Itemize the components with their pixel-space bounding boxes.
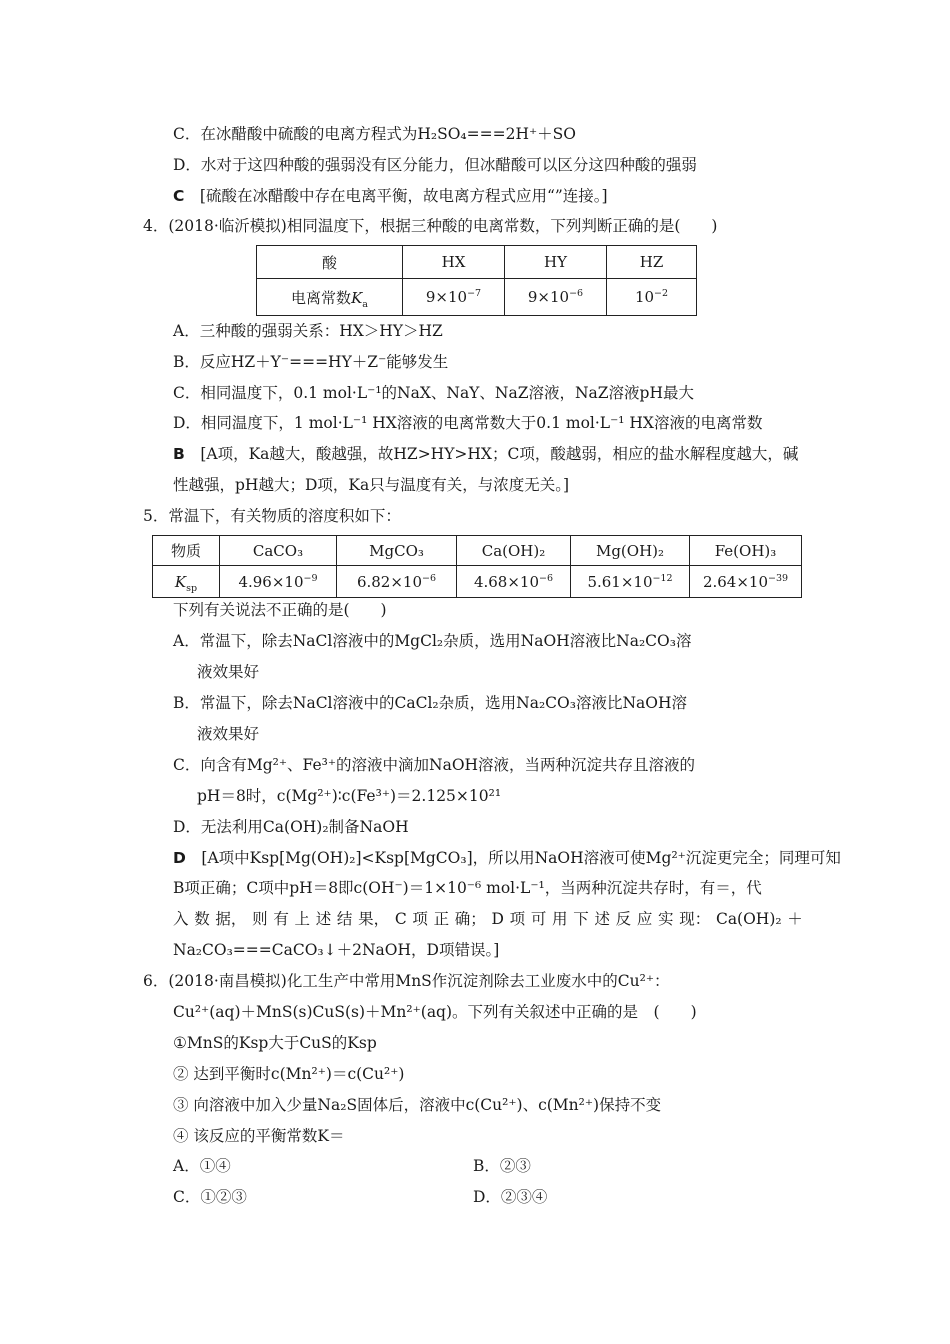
q3-option-c: C．在冰醋酸中硫酸的电离方程式为H₂SO₄===2H⁺＋SO [173, 125, 576, 143]
q5-question: 下列有关说法不正确的是( ) [173, 601, 387, 619]
q5-answer-line3-token: 确； [454, 910, 486, 928]
q5-option-a-line1: A．常温下，除去NaCl溶液中的MgCl₂杂质，选用NaOH溶液比Na₂CO₃溶 [173, 632, 692, 650]
q4-option-c: C．相同温度下，0.1 mol·L⁻¹的NaX、NaY、NaZ溶液，NaZ溶液pH最大 [173, 384, 694, 402]
q4-table [256, 245, 697, 316]
q5-answer-line3-token: 用 [552, 910, 568, 928]
q5-answer-line3-token: 结 [336, 910, 353, 928]
q5-answer-line3-token: 上 [294, 910, 311, 928]
q5-answer-line3-token: 反 [615, 910, 632, 928]
q5-answer-line3-token: 项 [509, 910, 526, 928]
q4-stem: 4．(2018·临沂模拟)相同温度下，根据三种酸的电离常数，下列判断正确的是( ) [143, 217, 718, 235]
q5-answer-line3-token: 下 [573, 910, 589, 928]
q5-option-b-line1: B．常温下，除去NaCl溶液中的CaCl₂杂质，选用Na₂CO₃溶液比NaOH溶 [173, 694, 687, 712]
q5-answer-line3-token: C [394, 910, 407, 928]
q4-table-cell-hy: $9\times 10^{-6}$ [505, 279, 607, 316]
q5-table-row-label: $K_{sp}$ [153, 566, 220, 598]
q5-stem: 5．常温下，有关物质的溶度积如下： [143, 507, 401, 525]
q5-answer-line3-token: 正 [433, 910, 450, 928]
q4-answer-letter: B [173, 445, 185, 463]
q6-option-d: D．②③④ [473, 1188, 548, 1206]
q5-answer-line3-token: ＋ [787, 910, 803, 928]
q5-table-cell-mgoh2: $5.61\times 10^{-12}$ [571, 566, 690, 598]
q5-answer-line3-token: 果， [358, 910, 390, 928]
q5-answer-line3-token: 现： [679, 910, 711, 928]
q4-table-header-hz: HZ [607, 246, 697, 279]
q5-table-header-caco3: CaCO₃ [220, 536, 337, 566]
q4-table-cell-hx: $9\times 10^{-7}$ [403, 279, 505, 316]
q3-option-d: D．水对于这四种酸的强弱没有区分能力，但冰醋酸可以区分这四种酸的强弱 [173, 156, 697, 174]
q6-option-c: C．①②③ [173, 1188, 247, 1206]
q5-answer-line3-token: 应 [636, 910, 653, 928]
q5-option-b-line2: 液效果好 [197, 725, 260, 743]
q5-answer-letter: D [173, 849, 186, 867]
q4-table-header-hy: HY [505, 246, 607, 279]
q5-answer-line3 [173, 908, 803, 930]
q5-table-header-caoh2: Ca(OH)₂ [457, 536, 571, 566]
q4-option-b: B．反应HZ＋Y⁻===HY＋Z⁻能够发生 [173, 353, 449, 371]
q4-answer-line1: [A项，Ka越大，酸越强，故HZ>HY>HX；C项，酸越弱，相应的盐水解程度越大，碱 [200, 445, 799, 463]
q5-answer-line3-token: 项 [412, 910, 428, 928]
q5-table-cell-caoh2: $4.68\times 10^{-6}$ [457, 566, 571, 598]
q5-table-cell-feoh3: $2.64\times 10^{-39}$ [690, 566, 802, 598]
q5-table-cell-mgco3: $6.82\times 10^{-6}$ [337, 566, 457, 598]
q6-option-a: A．①④ [173, 1157, 231, 1175]
q5-answer [173, 847, 841, 869]
q5-answer-line3-token: 入 [173, 910, 189, 928]
q4-option-d: D．相同温度下，1 mol·L⁻¹ HX溶液的电离常数大于0.1 mol·L⁻¹ HX溶液的电离常数 [173, 414, 763, 432]
q3-answer-text: [硫酸在冰醋酸中存在电离平衡，故电离方程式应用“”连接。] [199, 187, 608, 205]
q5-option-c-line1: C．向含有Mg²⁺、Fe³⁺的溶液中滴加NaOH溶液，当两种沉淀共存且溶液的 [173, 756, 696, 774]
q6-statement-1: ①MnS的Ksp大于CuS的Ksp [173, 1034, 377, 1052]
q5-table [152, 535, 802, 598]
q5-answer-line3-token: 据， [215, 910, 247, 928]
q6-stem-line1: 6．(2018·南昌模拟)化工生产中常用MnS作沉淀剂除去工业废水中的Cu²⁺： [143, 972, 670, 990]
q5-table-cell-caco3: $4.96\times 10^{-9}$ [220, 566, 337, 598]
q4-table-row-label: 电离常数$K_a$ [257, 279, 403, 316]
q5-option-a-line2: 液效果好 [197, 663, 260, 681]
q5-table-header-feoh3: Fe(OH)₃ [690, 536, 802, 566]
q5-answer-line4: Na₂CO₃===CaCO₃↓＋2NaOH，D项错误。] [173, 941, 500, 959]
q5-answer-line1: [A项中Ksp[Mg(OH)₂]<Ksp[MgCO₃]，所以用NaOH溶液可使Mg²⁺沉淀更完全；同理可知 [201, 849, 841, 867]
q5-answer-line3-token: 述 [594, 910, 610, 928]
q5-option-d: D．无法利用Ca(OH)₂制备NaOH [173, 818, 409, 836]
q4-table-header-hx: HX [403, 246, 505, 279]
q4-table-header-acid: 酸 [257, 246, 403, 279]
q5-table-header-mgco3: MgCO₃ [337, 536, 457, 566]
q5-answer-line3-token: 可 [530, 910, 547, 928]
q6-statement-3: ③ 向溶液中加入少量Na₂S固体后，溶液中c(Cu²⁺)、c(Mn²⁺)保持不变 [173, 1096, 662, 1114]
q3-answer-letter: C [173, 187, 185, 205]
q3-answer [173, 185, 608, 207]
q5-answer-line3-token: Ca(OH)₂ [715, 910, 782, 928]
q5-answer-line3-token: D [491, 910, 504, 928]
q4-option-a: A．三种酸的强弱关系：HX＞HY＞HZ [173, 322, 443, 340]
q6-option-b: B．②③ [473, 1157, 531, 1175]
q5-table-header-mgoh2: Mg(OH)₂ [571, 536, 690, 566]
q5-answer-line3-token: 数 [194, 910, 210, 928]
q4-table-cell-hz: $10^{-2}$ [607, 279, 697, 316]
q5-answer-line3-token: 则 [252, 910, 268, 928]
q5-answer-line3-token: 述 [315, 910, 332, 928]
q5-table-header-substance: 物质 [153, 536, 220, 566]
q5-option-c-line2: pH＝8时，c(Mg²⁺)∶c(Fe³⁺)＝2.125×10²¹ [197, 787, 502, 805]
q5-answer-line3-token: 有 [273, 910, 289, 928]
q6-statement-4: ④ 该反应的平衡常数K＝ [173, 1127, 345, 1145]
q5-answer-line2: B项正确；C项中pH＝8即c(OH⁻)＝1×10⁻⁶ mol·L⁻¹，当两种沉淀共存时，有＝，代 [173, 879, 762, 897]
q4-answer-line2: 性越强，pH越大；D项，Ka只与温度有关，与浓度无关。] [173, 476, 569, 494]
q5-answer-line3-token: 实 [658, 910, 674, 928]
q6-statement-2: ② 达到平衡时c(Mn²⁺)＝c(Cu²⁺) [173, 1065, 405, 1083]
q4-answer [173, 443, 798, 465]
q6-stem-line2: Cu²⁺(aq)＋MnS(s)CuS(s)＋Mn²⁺(aq)。下列有关叙述中正确的是 ( ) [173, 1003, 697, 1021]
